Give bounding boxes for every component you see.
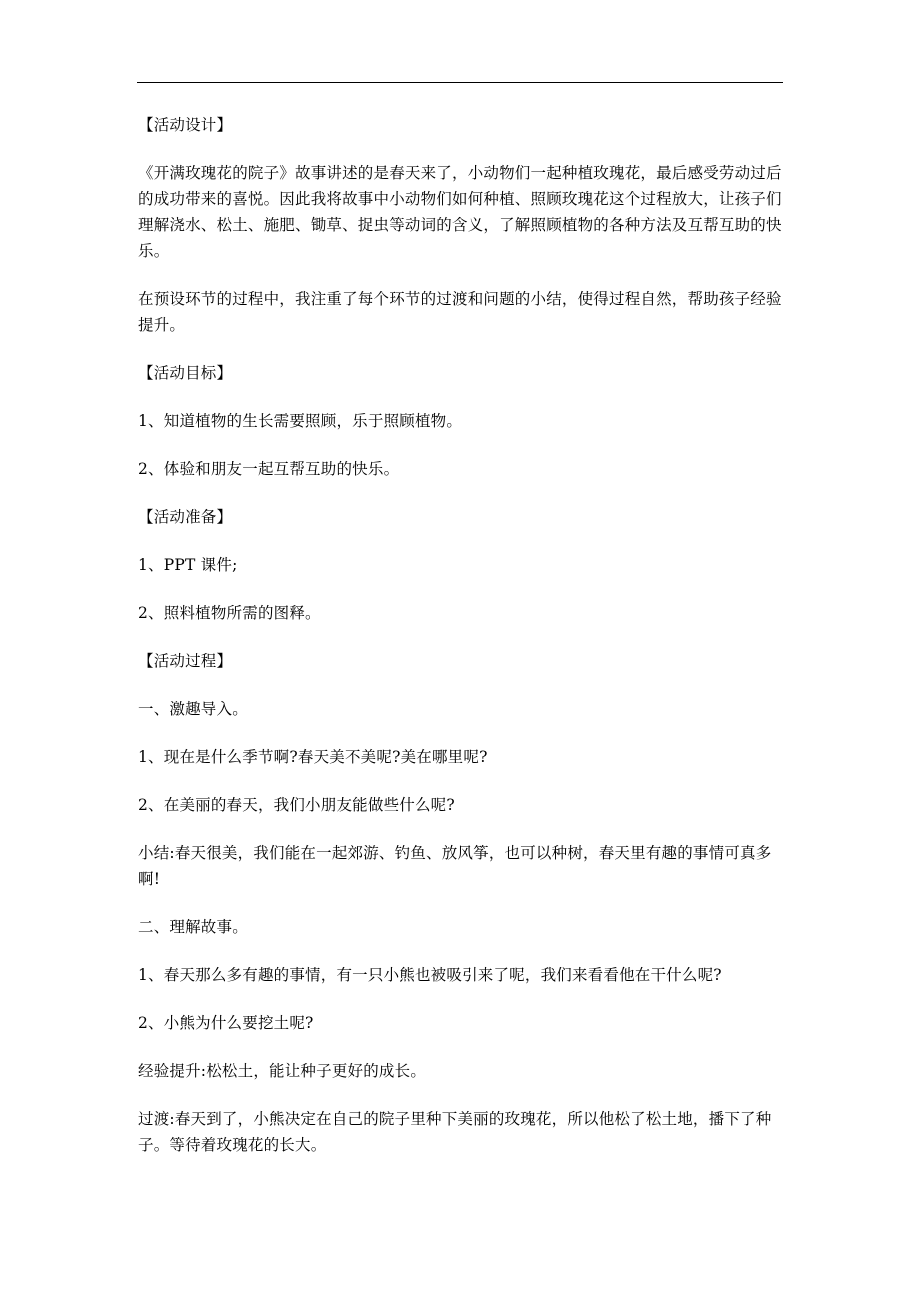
- preparation-item-1: 1、PPT 课件;: [138, 556, 238, 574]
- process-step-2-experience: 经验提升:松松土，能让种子更好的成长。: [138, 1062, 427, 1080]
- process-step-1-title: 一、激趣导入。: [138, 700, 248, 718]
- process-step-1-question-2: 2、在美丽的春天，我们小朋友能做些什么呢?: [138, 796, 455, 814]
- design-paragraph-2: 在预设环节的过程中，我注重了每个环节的过渡和问题的小结，使得过程自然，帮助孩子经验提升。: [138, 290, 782, 334]
- goal-item-1: 1、知道植物的生长需要照顾，乐于照顾植物。: [138, 412, 463, 430]
- preparation-item-2: 2、照料植物所需的图释。: [138, 604, 321, 622]
- process-step-1-question-1: 1、现在是什么季节啊?春天美不美呢?美在哪里呢?: [138, 748, 488, 766]
- process-step-2-title: 二、理解故事。: [138, 918, 248, 936]
- design-paragraph: 《开满玫瑰花的院子》故事讲述的是春天来了，小动物们一起种植玫瑰花，最后感受劳动过后的成功带来的喜悦。因此我将故事中小动物们如何种植、照顾玫瑰花这个过程放大，让孩子们理解浇水、松土、施肥、锄草、捉虫等动词的含义，了解照顾植物的各种方法及互帮互助的快乐。: [138, 164, 782, 260]
- process-step-2-question-1: 1、春天那么多有趣的事情，有一只小熊也被吸引来了呢，我们来看看他在干什么呢?: [138, 966, 722, 984]
- header-rule: [137, 82, 783, 83]
- section-heading-goals: 【活动目标】: [138, 364, 233, 382]
- section-heading-design: 【活动设计】: [138, 116, 233, 134]
- process-step-1-summary: 小结:春天很美，我们能在一起郊游、钓鱼、放风筝，也可以种树，春天里有趣的事情可真多啊!: [138, 844, 772, 888]
- goal-item-2: 2、体验和朋友一起互帮互助的快乐。: [138, 460, 400, 478]
- document-body: [138, 112, 786, 1180]
- process-step-2-transition: 过渡:春天到了，小熊决定在自己的院子里种下美丽的玫瑰花，所以他松了松土地，播下了种子。等待着玫瑰花的长大。: [138, 1110, 772, 1154]
- section-heading-preparation: 【活动准备】: [138, 508, 233, 526]
- process-step-2-question-2: 2、小熊为什么要挖土呢?: [138, 1014, 314, 1032]
- section-heading-process: 【活动过程】: [138, 652, 233, 670]
